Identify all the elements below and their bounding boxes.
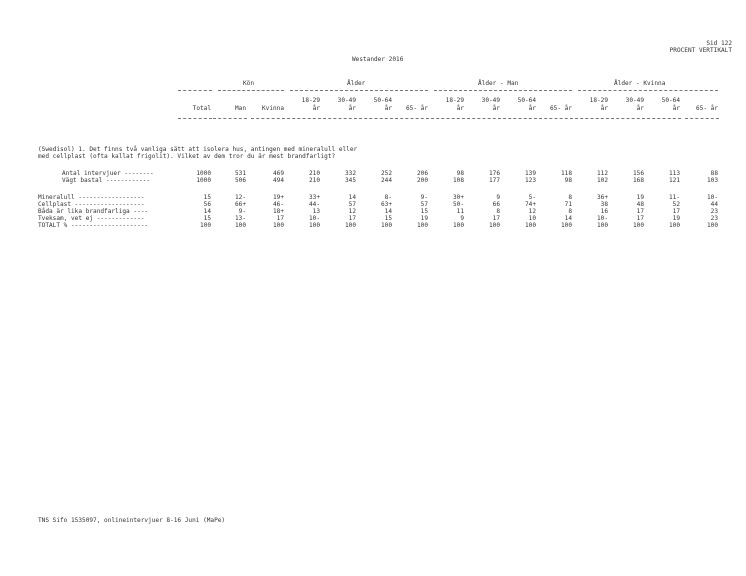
table-cell: 100 (344, 222, 356, 229)
column-header-line1: 18-29 (301, 97, 320, 104)
column-header-line1: 18-29 (445, 97, 464, 104)
column-rule-5 (323, 118, 357, 119)
base-cell: 531 (234, 170, 246, 177)
group-alder: Ålder (347, 80, 366, 87)
base-cell: 244 (380, 177, 392, 184)
base-cell: 108 (452, 177, 464, 184)
table-cell: 12 (528, 208, 536, 215)
column-header-line2: Man (234, 105, 246, 112)
table-cell: 48 (636, 201, 644, 208)
column-header-line2: Kvinna (261, 105, 284, 112)
table-cell: 100 (416, 222, 428, 229)
column-header-line1: 50-64 (373, 97, 392, 104)
base-row-label: Vägt bastal ------------ (62, 177, 151, 184)
column-header-line1: 50-64 (517, 97, 536, 104)
column-header-line2: Total (192, 105, 211, 112)
table-cell: 14 (348, 194, 356, 201)
base-cell: 98 (456, 170, 464, 177)
table-cell: 9- (420, 194, 428, 201)
table-cell: 30+ (452, 194, 464, 201)
question-line-1: (Swedisol) 1. Det finns två vanliga sätt att isolera hus, antingen med mineralull eller (38, 146, 358, 153)
footer-source: TNS Sifo 1535097, onlineintervjuer 8-16 Juni (MaPe) (38, 517, 226, 524)
table-cell: 8 (496, 208, 500, 215)
table-cell: 100 (596, 222, 608, 229)
table-cell: 12 (348, 208, 356, 215)
table-cell: 100 (524, 222, 536, 229)
column-rule-13 (611, 118, 645, 119)
column-header-line1: 18-29 (589, 97, 608, 104)
alder-kvinna-group-rule (578, 90, 718, 91)
table-cell: 19 (420, 215, 428, 222)
group-kon: Kön (243, 80, 255, 87)
base-cell: 177 (488, 177, 500, 184)
table-row-label: Mineralull ------------------ (38, 194, 145, 201)
table-cell: 100 (380, 222, 392, 229)
group-alder-man: Ålder - Man (478, 80, 519, 87)
table-cell: 63+ (380, 201, 392, 208)
table-cell: 13 (312, 208, 320, 215)
table-cell: 8 (568, 194, 572, 201)
table-cell: 44 (710, 201, 718, 208)
table-cell: 8- (384, 194, 392, 201)
column-rule-4 (287, 118, 321, 119)
table-cell: 23 (710, 215, 718, 222)
table-cell: 17 (636, 208, 644, 215)
table-row-label: TOTALT % --------------------- (38, 222, 149, 229)
column-rule-2 (213, 118, 247, 119)
table-cell: 9- (238, 208, 246, 215)
table-cell: 100 (452, 222, 464, 229)
table-cell: 18+ (272, 208, 284, 215)
table-cell: 9 (496, 194, 500, 201)
base-cell: 98 (564, 177, 572, 184)
table-cell: 8 (568, 208, 572, 215)
table-cell: 12- (234, 194, 246, 201)
column-header-line2: år (348, 105, 356, 112)
table-row-label: Cellplast ------------------- (38, 201, 145, 208)
column-rule-10 (503, 118, 537, 119)
table-cell: 38 (600, 201, 608, 208)
column-header-line2: år (636, 105, 644, 112)
report-title: Westander 2016 (352, 56, 404, 63)
table-cell: 36+ (596, 194, 608, 201)
base-cell: 112 (596, 170, 608, 177)
table-cell: 19+ (272, 194, 284, 201)
table-cell: 100 (668, 222, 680, 229)
table-cell: 17 (636, 215, 644, 222)
table-row-label: Båda är lika brandfarliga ---- (38, 208, 149, 215)
column-header-line2: år (672, 105, 680, 112)
page-number: Sid 122 (706, 40, 732, 47)
base-cell: 113 (668, 170, 680, 177)
base-cell: 156 (632, 170, 644, 177)
table-cell: 33+ (308, 194, 320, 201)
table-cell: 11- (668, 194, 680, 201)
table-cell: 100 (234, 222, 246, 229)
table-cell: 14 (203, 208, 211, 215)
column-header-line1: 30-49 (625, 97, 644, 104)
table-cell: 5- (528, 194, 536, 201)
column-header-line2: år (384, 105, 392, 112)
base-cell: 139 (524, 170, 536, 177)
base-cell: 200 (416, 177, 428, 184)
column-header-line2: år (600, 105, 608, 112)
column-rule-12 (575, 118, 609, 119)
table-cell: 10- (308, 215, 320, 222)
table-cell: 9 (460, 215, 464, 222)
column-header-line1: 50-64 (661, 97, 680, 104)
column-rule-11 (539, 118, 573, 119)
column-header-line2: år (492, 105, 500, 112)
base-cell: 121 (668, 177, 680, 184)
table-cell: 14 (564, 215, 572, 222)
table-cell: 44- (308, 201, 320, 208)
table-cell: 17 (672, 208, 680, 215)
table-cell: 66 (492, 201, 500, 208)
kon-group-rule (218, 90, 284, 91)
table-cell: 71 (564, 201, 572, 208)
base-cell: 168 (632, 177, 644, 184)
column-header-line2: år (528, 105, 536, 112)
table-cell: 17 (276, 215, 284, 222)
column-rule-8 (431, 118, 465, 119)
table-cell: 15 (203, 194, 211, 201)
table-cell: 100 (488, 222, 500, 229)
table-cell: 11 (456, 208, 464, 215)
column-header-line2: år (312, 105, 320, 112)
table-cell: 46- (272, 201, 284, 208)
base-cell: 88 (710, 170, 718, 177)
table-cell: 100 (706, 222, 718, 229)
base-cell: 469 (272, 170, 284, 177)
table-cell: 19 (672, 215, 680, 222)
base-cell: 332 (344, 170, 356, 177)
base-cell: 494 (272, 177, 284, 184)
table-cell: 23 (710, 208, 718, 215)
alder-group-rule (290, 90, 428, 91)
table-cell: 10- (706, 194, 718, 201)
table-cell: 66+ (234, 201, 246, 208)
table-cell: 74+ (524, 201, 536, 208)
column-header-line2: 65- år (405, 105, 428, 112)
base-cell: 506 (234, 177, 246, 184)
column-rule-7 (395, 118, 429, 119)
base-cell: 103 (706, 177, 718, 184)
table-cell: 19 (636, 194, 644, 201)
table-cell: 56 (203, 201, 211, 208)
base-cell: 345 (344, 177, 356, 184)
base-cell: 102 (596, 177, 608, 184)
table-cell: 100 (632, 222, 644, 229)
base-cell: 210 (308, 170, 320, 177)
total-group-rule (178, 90, 212, 91)
column-rule-15 (685, 118, 719, 119)
table-cell: 15 (420, 208, 428, 215)
table-cell: 100 (560, 222, 572, 229)
table-cell: 100 (199, 222, 211, 229)
table-cell: 15 (384, 215, 392, 222)
base-cell: 118 (560, 170, 572, 177)
table-cell: 57 (420, 201, 428, 208)
table-cell: 16 (600, 208, 608, 215)
base-cell: 210 (308, 177, 320, 184)
column-header-line2: 65- år (549, 105, 572, 112)
table-cell: 17 (492, 215, 500, 222)
table-cell: 15 (203, 215, 211, 222)
mode-label: PROCENT VERTIKALT (669, 47, 732, 54)
column-rule-14 (647, 118, 681, 119)
table-cell: 57 (348, 201, 356, 208)
base-cell: 1000 (196, 170, 211, 177)
column-rule-6 (359, 118, 393, 119)
table-cell: 14 (384, 208, 392, 215)
table-cell: 10- (596, 215, 608, 222)
table-cell: 100 (308, 222, 320, 229)
question-line-2: med cellplast (ofta kallat frigolit). Vilket av dem tror du är mest brandfarligt? (38, 153, 336, 160)
base-row-label: Antal intervjuer -------- (62, 170, 154, 177)
base-cell: 1000 (196, 177, 211, 184)
table-cell: 10 (528, 215, 536, 222)
table-row-label: Tveksam, vet ej ------------- (38, 215, 145, 222)
column-header-line1: 30-49 (481, 97, 500, 104)
column-rule-3 (251, 118, 285, 119)
base-cell: 176 (488, 170, 500, 177)
column-header-line1: 30-49 (337, 97, 356, 104)
column-header-line2: år (456, 105, 464, 112)
alder-man-group-rule (434, 90, 572, 91)
base-cell: 206 (416, 170, 428, 177)
column-rule-1 (178, 118, 212, 119)
group-alder-kvinna: Ålder - Kvinna (614, 80, 666, 87)
table-cell: 50- (452, 201, 464, 208)
table-cell: 100 (272, 222, 284, 229)
column-rule-9 (467, 118, 501, 119)
column-header-line2: 65- år (695, 105, 718, 112)
table-cell: 13- (234, 215, 246, 222)
table-cell: 52 (672, 201, 680, 208)
base-cell: 252 (380, 170, 392, 177)
base-cell: 123 (524, 177, 536, 184)
table-cell: 17 (348, 215, 356, 222)
